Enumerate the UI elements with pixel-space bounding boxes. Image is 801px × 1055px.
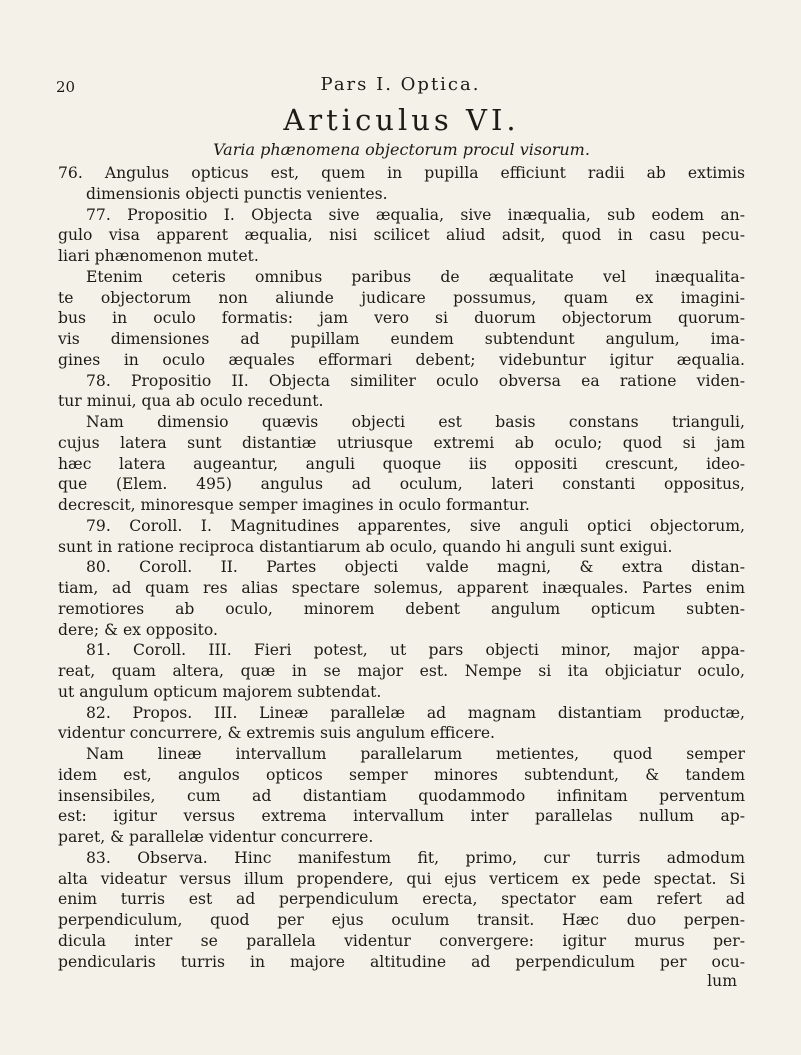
text-line: reat, quam altera, quæ in se major est. Nempe si ita objiciatur oculo, xyxy=(58,662,745,680)
text-line: Nam dimensio quævis objecti est basis constans trianguli, xyxy=(86,413,745,431)
running-head: Pars I. Optica. xyxy=(320,74,481,95)
text-line: 81. Coroll. III. Fieri potest, ut pars objecti minor, major appa- xyxy=(86,641,745,660)
text-line: cujus latera sunt distantiæ utriusque extremi ab oculo; quod si jam xyxy=(58,433,745,452)
text-line: gines in oculo æquales efformari debent; videbuntur igitur æqualia. xyxy=(58,350,745,369)
text-line: hæc latera augeantur, anguli quoque iis oppositi crescunt, ideo- xyxy=(58,454,745,473)
text-line: 82. Propos. III. Lineæ parallelæ ad magnam distantiam productæ, xyxy=(86,703,745,722)
text-line: dere; & ex opposito. xyxy=(58,620,218,639)
text-line: Etenim ceteris omnibus paribus de æqualitate vel inæqualita- xyxy=(86,267,745,286)
text-line: te objectorum non aliunde judicare possumus, quam ex imagini- xyxy=(58,288,745,307)
text-line: dicula inter se parallela videntur convergere: igitur murus per- xyxy=(58,931,745,950)
text-line: dimensionis objecti punctis venientes. xyxy=(86,184,388,203)
text-line: videntur concurrere, & extremis suis angulum efficere. xyxy=(58,724,496,743)
body-text xyxy=(58,163,745,972)
text-line: liari phænomenon mutet. xyxy=(58,247,259,265)
text-line: paret, & parallelæ videntur concurrere. xyxy=(58,828,374,846)
page-number: 20 xyxy=(56,78,76,96)
text-line: insensibiles, cum ad distantiam quodammodo infinitam perventum xyxy=(58,786,745,805)
text-line: que (Elem. 495) angulus ad oculum, lateri constanti oppositus, xyxy=(58,475,745,494)
article-subtitle: Varia phænomena objectorum procul visorum. xyxy=(213,140,590,159)
text-line: gulo visa apparent æqualia, nisi scilicet aliud adsit, quod in casu pecu- xyxy=(58,226,745,245)
text-line: pendicularis turris in majore altitudine ad perpendiculum per ocu- xyxy=(58,952,745,971)
text-line: 78. Propositio II. Objecta similiter oculo obversa ea ratione viden- xyxy=(86,371,745,390)
text-line: 77. Propositio I. Objecta sive æqualia, sive inæqualia, sub eodem an- xyxy=(86,205,745,224)
text-line: tiam, ad quam res alias spectare solemus, apparent inæquales. Partes enim xyxy=(58,579,745,597)
text-line: 79. Coroll. I. Magnitudines apparentes, sive anguli optici objectorum, xyxy=(86,516,745,535)
text-line: perpendiculum, quod per ejus oculum transit. Hæc duo perpen- xyxy=(58,911,745,929)
text-line: 80. Coroll. II. Partes objecti valde magni, & extra distan- xyxy=(86,558,745,577)
text-line: idem est, angulos opticos semper minores subtendunt, & tandem xyxy=(58,765,745,784)
text-line: vis dimensiones ad pupillam eundem subtendunt angulum, ima- xyxy=(58,330,745,348)
text-line: sunt in ratione reciproca distantiarum ab oculo, quando hi anguli sunt exigui. xyxy=(58,537,673,556)
text-line: 76. Angulus opticus est, quem in pupilla efficiunt radii ab extimis xyxy=(58,164,745,182)
text-line: 83. Observa. Hinc manifestum fit, primo, cur turris admodum xyxy=(86,848,745,867)
text-line: enim turris est ad perpendiculum erecta, spectator eam refert ad xyxy=(58,890,745,909)
text-line: ut angulum opticum majorem subtendat. xyxy=(58,682,382,701)
text-line: decrescit, minoresque semper imagines in oculo formantur. xyxy=(58,496,530,514)
text-line: Nam lineæ intervallum parallelarum metientes, quod semper xyxy=(86,745,745,763)
article-title: Articulus VI. xyxy=(283,103,520,137)
text-line: tur minui, qua ab oculo recedunt. xyxy=(58,392,324,411)
catchword: lum xyxy=(707,972,737,991)
text-line: remotiores ab oculo, minorem debent angulum opticum subten- xyxy=(58,599,745,618)
text-line: bus in oculo formatis: jam vero si duorum objectorum quorum- xyxy=(58,309,745,328)
text-line: est: igitur versus extrema intervallum inter parallelas nullum ap- xyxy=(58,807,745,826)
text-line: alta videatur versus illum propendere, qui ejus verticem ex pede spectat. Si xyxy=(58,869,745,888)
